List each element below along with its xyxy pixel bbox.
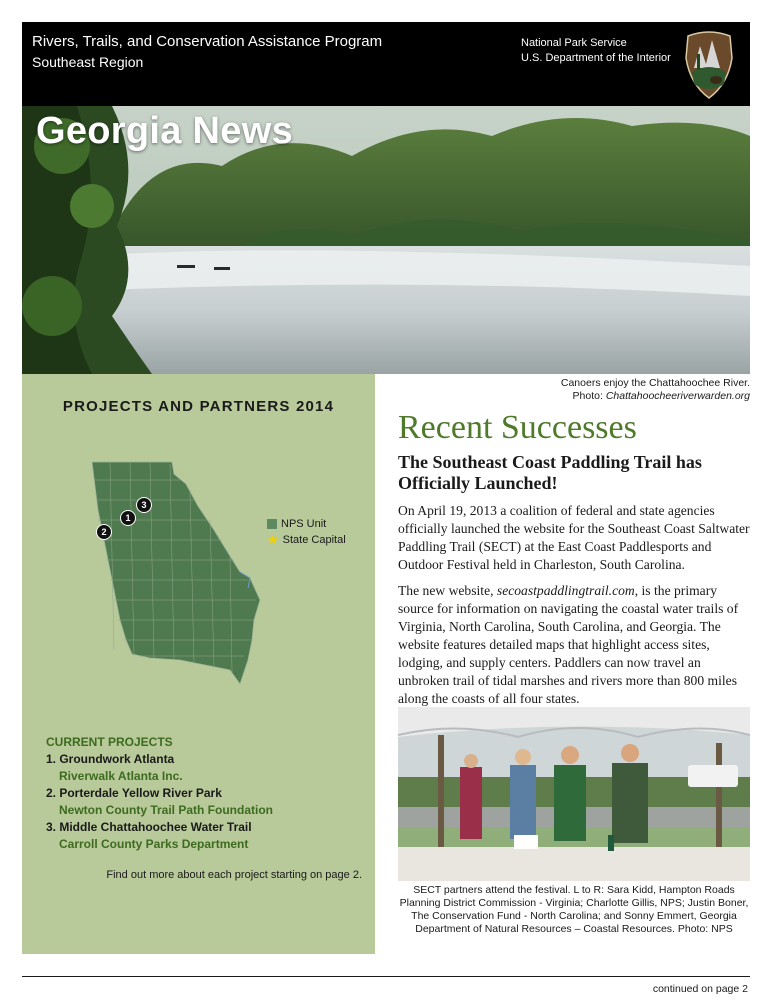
- footer-divider: [22, 976, 750, 977]
- agency-name: National Park Service: [521, 37, 627, 49]
- legend-label: NPS Unit: [281, 518, 327, 530]
- current-projects-label: CURRENT PROJECTS: [46, 735, 173, 749]
- main-article: [398, 408, 750, 708]
- project-item: [46, 819, 273, 853]
- project-partner: Carroll County Parks Department: [59, 837, 249, 851]
- photo-credit-prefix: Photo:: [572, 390, 606, 402]
- project-item: [46, 785, 273, 819]
- section-title: Recent Successes: [398, 409, 637, 446]
- georgia-map: [90, 460, 270, 690]
- project-name: 3. Middle Chattahoochee Water Trail: [46, 820, 252, 834]
- svg-text:.: .: [235, 670, 237, 676]
- photo-credit: Chattahoocheeriverwarden.org: [605, 390, 750, 402]
- festival-photo-image: [398, 707, 750, 881]
- website-link[interactable]: secoastpaddlingtrail.com: [496, 583, 635, 598]
- article-paragraph-1: On April 19, 2013 a coalition of federal and state agencies officially launched the website for the Southeast Coast Saltwater Paddling Trail (SECT) at the East Coast Paddlesports and Outdoor Festival held in Charleston, South Carolina.: [398, 503, 750, 572]
- sidebar-heading: PROJECTS AND PARTNERS 2014: [62, 398, 335, 415]
- map-marker-3: 3: [136, 497, 152, 513]
- project-partner: Newton County Trail Path Foundation: [59, 803, 273, 817]
- project-name: 1. Groundwork Atlanta: [46, 752, 175, 766]
- projects-sidebar: [22, 374, 375, 954]
- paragraph-text: , is the primary source for information on navigating the coastal water trails of Virginia, North Carolina, South Carolina, and Georgia. The website features detailed maps that highlight access sites, lodging, and supply centers. Paddlers can now travel an unbroken trail of tidal marshes and rivers more than 800 miles along the coasts of all four states.: [398, 583, 739, 706]
- star-icon: ★: [267, 532, 279, 547]
- region-name: Southeast Region: [32, 54, 144, 70]
- hero-photo: [22, 106, 750, 374]
- festival-photo-caption: SECT partners attend the festival. L to R: Sara Kidd, Hampton Roads Planning District Commission - Virginia; Charlotte Gillis, NPS; Justin Boner, The Conservation Fund - North Carolina; and Sonny Emmert, Georgia Department of Natural Resources – Coastal Resources. Photo: NPS: [399, 884, 749, 935]
- hero-caption-text: Canoers enjoy the Chattahoochee River.: [560, 377, 750, 389]
- continued-note: continued on page 2: [652, 983, 748, 995]
- map-marker-2: 2: [96, 524, 112, 540]
- map-marker-1: 1: [120, 510, 136, 526]
- map-legend: [267, 516, 346, 548]
- hero-photo-caption: [561, 377, 750, 403]
- festival-photo: [398, 707, 750, 881]
- georgia-county-map: [90, 460, 270, 690]
- legend-label: State Capital: [282, 534, 346, 546]
- program-name: Rivers, Trails, and Conservation Assistance Program: [32, 33, 383, 50]
- program-block: [32, 32, 382, 71]
- find-more-note: Find out more about each project starting on page 2.: [106, 869, 362, 881]
- article-paragraph-2: [398, 582, 750, 708]
- project-name: 2. Porterdale Yellow River Park: [46, 786, 222, 800]
- nps-unit-swatch: [267, 519, 277, 529]
- project-item: [46, 751, 273, 785]
- article-headline: The Southeast Coast Paddling Trail has Officially Launched!: [398, 452, 702, 493]
- project-partner: Riverwalk Atlanta Inc.: [59, 769, 183, 783]
- paragraph-text: The new website,: [398, 583, 497, 598]
- nps-arrowhead-icon: [682, 28, 736, 100]
- newsletter-title: Georgia News: [36, 110, 294, 152]
- department-name: U.S. Department of the Interior: [521, 52, 671, 64]
- legend-item-state-capital: [267, 532, 346, 548]
- current-projects-list: [46, 734, 273, 853]
- agency-block: [521, 36, 671, 66]
- hero-caption-credit-line: [561, 390, 750, 403]
- legend-item-nps-unit: [267, 516, 346, 532]
- masthead: [22, 22, 750, 106]
